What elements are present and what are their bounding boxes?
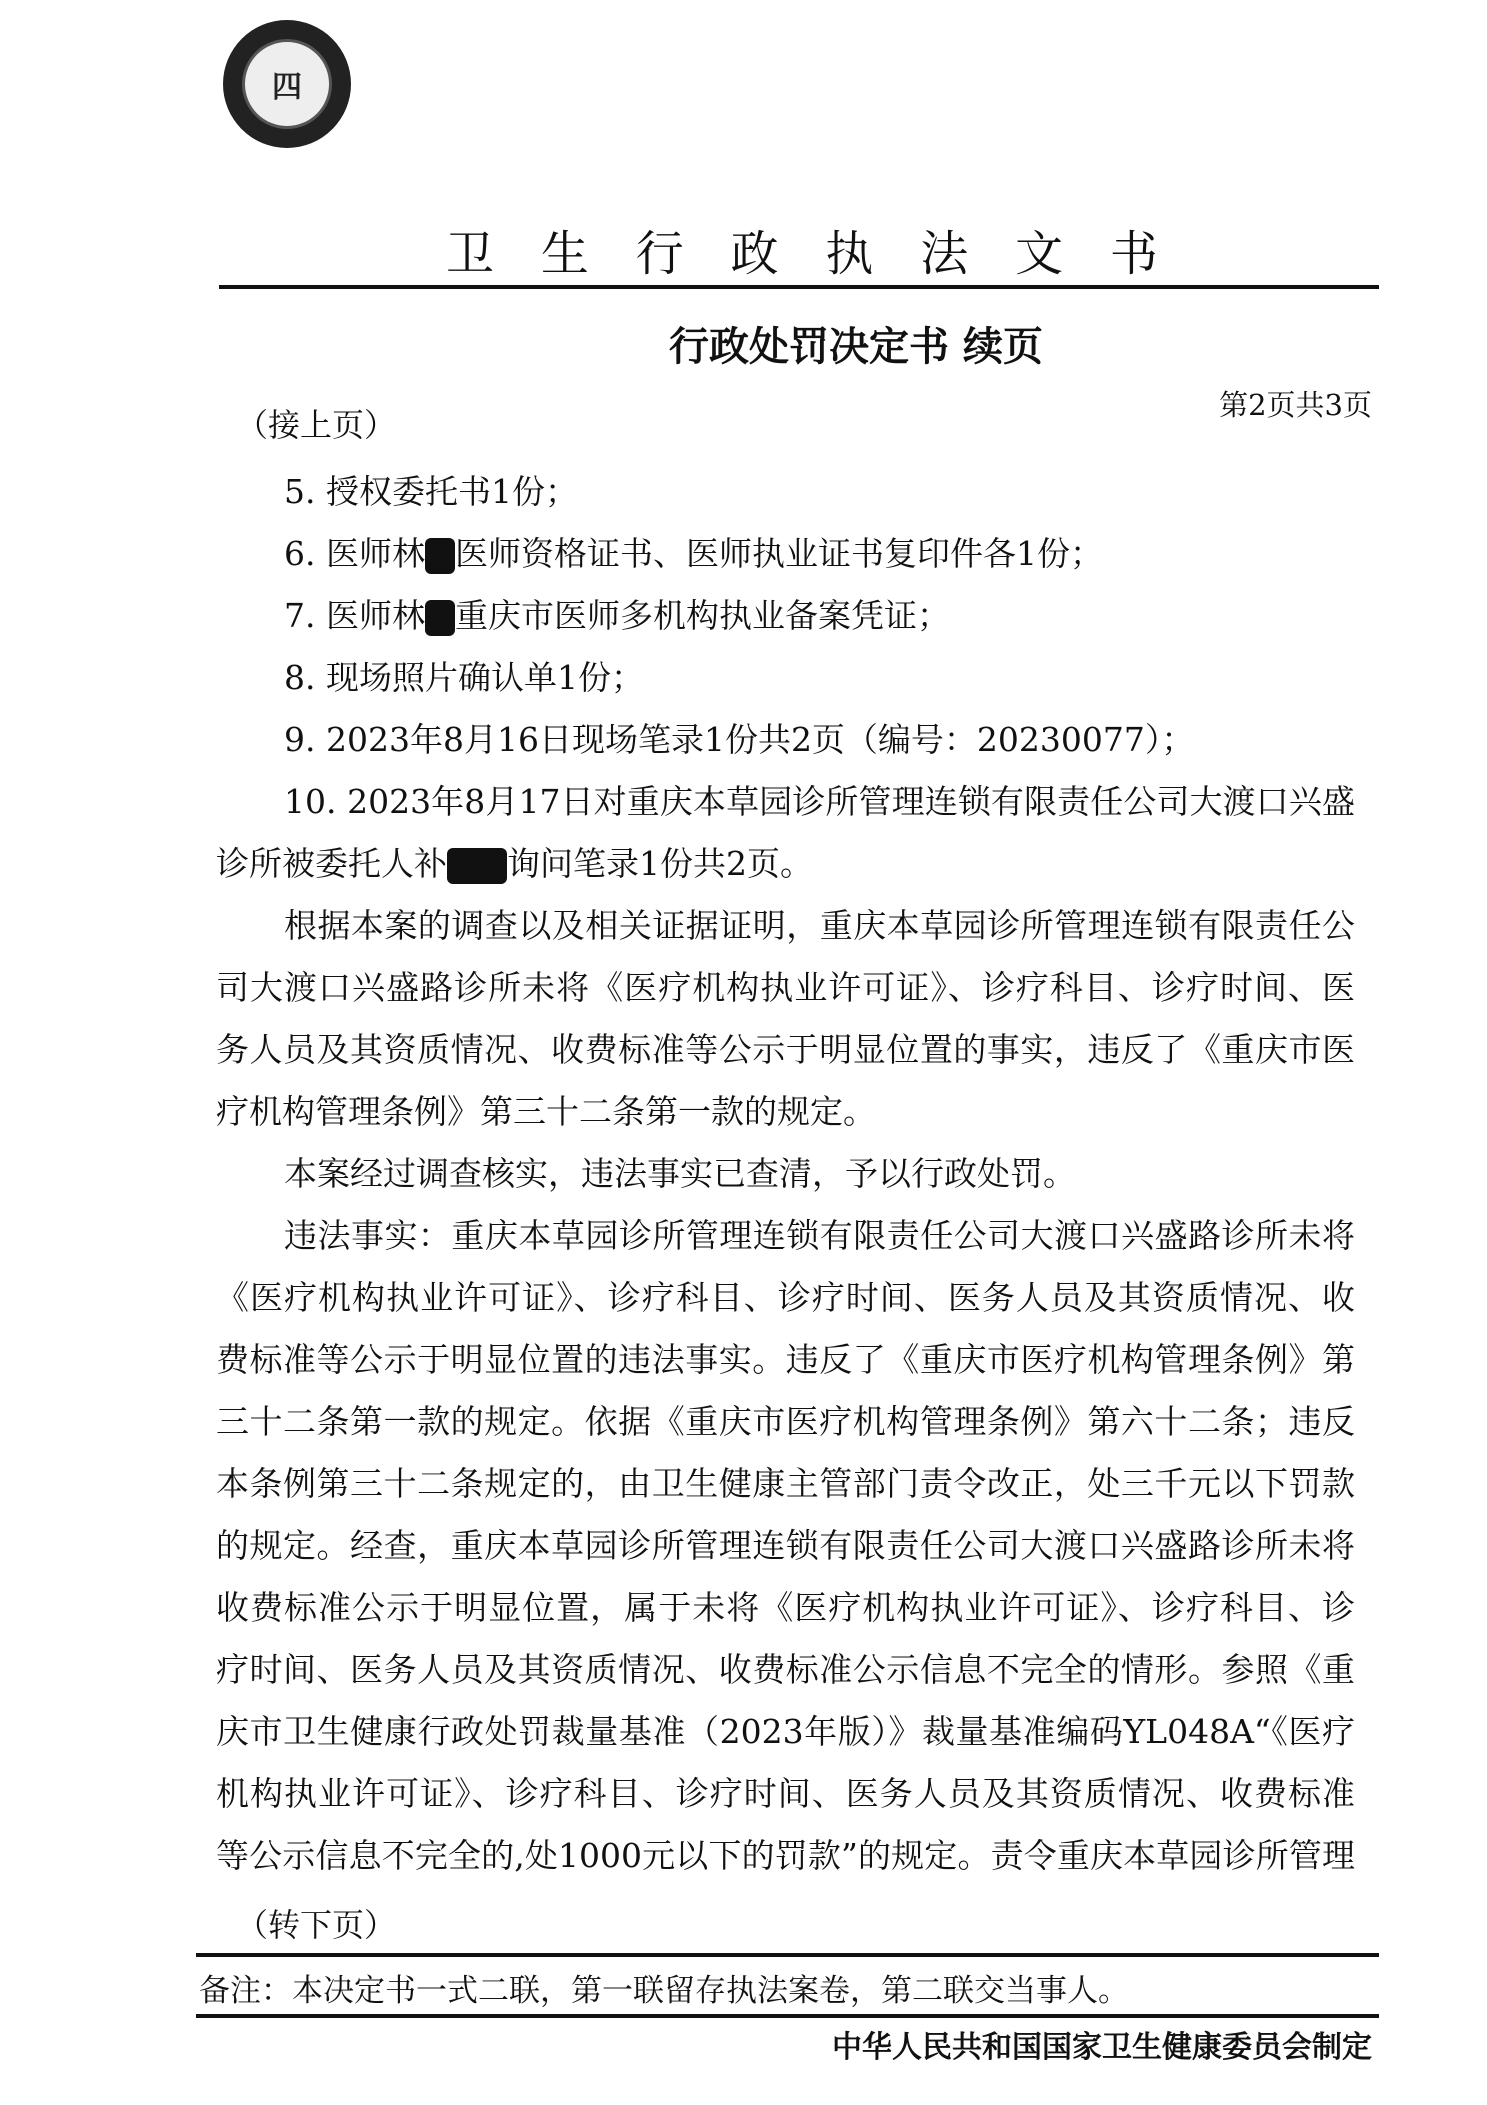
body-line (216, 1650, 1355, 1690)
line-text: 根据本案的调查以及相关证据证明，重庆本草园诊所管理连锁有限责任公 (284, 906, 1355, 945)
line-text: 本条例第三十二条规定的，由卫生健康主管部门责令改正，处三千元以下罚款 (216, 1464, 1355, 1503)
line-text: 诊所被委托人补 (216, 844, 447, 883)
redacted-name (425, 600, 455, 636)
title-char: 政 (730, 226, 779, 282)
body-line (216, 1836, 1355, 1876)
continued-to-label: （转下页） (236, 1906, 397, 1944)
line-text: 的规定。经查，重庆本草园诊所管理连锁有限责任公司大渡口兴盛路诊所未将 (216, 1526, 1355, 1565)
line-text: 《医疗机构执业许可证》、诊疗科目、诊疗时间、医务人员及其资质情况、收 (216, 1278, 1355, 1317)
line-text: 费标准等公示于明显位置的违法事实。违反了《重庆市医疗机构管理条例》第 (216, 1340, 1355, 1379)
line-text: 医师资格证书、医师执业证书复印件各1份； (454, 534, 1103, 573)
line-text: 疗时间、医务人员及其资质情况、收费标准公示信息不完全的情形。参照《重 (216, 1650, 1355, 1689)
official-emblem-seal (223, 20, 351, 148)
line-text: 违法事实：重庆本草园诊所管理连锁有限责任公司大渡口兴盛路诊所未将 (284, 1216, 1355, 1255)
body-line (284, 658, 644, 698)
body-line (284, 1216, 1355, 1256)
line-text: 10. 2023年8月17日对重庆本草园诊所管理连锁有限责任公司大渡口兴盛 (284, 782, 1355, 821)
title-char: 卫 (446, 226, 495, 282)
body-line (284, 1154, 1076, 1194)
line-text: 等公示信息不完全的,处1000元以下的罚款”的规定。责令重庆本草园诊所管理 (216, 1836, 1355, 1875)
line-text: 庆市卫生健康行政处罚裁量基准（2023年版）》裁量基准编码YL048A“《医疗 (216, 1712, 1355, 1751)
body-line (216, 1712, 1355, 1752)
body-line (216, 1526, 1355, 1566)
body-line (284, 596, 950, 636)
body-line (216, 844, 813, 884)
issuer-footer: 中华人民共和国国家卫生健康委员会制定 (832, 2030, 1372, 2065)
line-text: 三十二条第一款的规定。依据《重庆市医疗机构管理条例》第六十二条；违反 (216, 1402, 1355, 1441)
note-bottom-divider (196, 2014, 1379, 2018)
redacted-name (425, 538, 455, 574)
body-line (284, 472, 578, 512)
remarks-note: 备注：本决定书一式二联，第一联留存执法案卷，第二联交当事人。 (199, 1973, 1129, 2009)
line-text: 5. 授权委托书1份； (284, 472, 578, 511)
emblem-center: 四 (242, 39, 332, 129)
body-line (216, 1030, 1355, 1070)
title-char: 生 (540, 226, 589, 282)
body-line (284, 720, 1194, 760)
line-text: 询问笔录1份共2页。 (507, 844, 813, 883)
body-line (216, 968, 1355, 1008)
body-line (216, 1588, 1355, 1628)
line-text: 疗机构管理条例》第三十二条第一款的规定。 (216, 1092, 876, 1131)
line-text: 9. 2023年8月16日现场笔录1份共2页（编号：20230077）； (284, 720, 1195, 759)
line-text: 8. 现场照片确认单1份； (284, 658, 644, 697)
document-title (446, 215, 1158, 284)
body-line (284, 906, 1355, 946)
continued-from-label: （接上页） (236, 406, 397, 444)
line-text: 收费标准公示于明显位置，属于未将《医疗机构执业许可证》、诊疗科目、诊 (216, 1588, 1355, 1627)
line-text: 司大渡口兴盛路诊所未将《医疗机构执业许可证》、诊疗科目、诊疗时间、医 (216, 968, 1355, 1007)
line-text: 6. 医师林 (284, 534, 425, 573)
body-line (216, 1092, 876, 1132)
body-line (216, 1402, 1355, 1442)
line-text: 本案经过调查核实，违法事实已查清，予以行政处罚。 (284, 1154, 1076, 1193)
title-char: 执 (825, 226, 874, 282)
body-line (216, 1278, 1355, 1318)
body-line (284, 782, 1355, 822)
redacted-name (447, 848, 507, 884)
title-char: 文 (1015, 226, 1064, 282)
line-text: 务人员及其资质情况、收费标准等公示于明显位置的事实，违反了《重庆市医 (216, 1030, 1355, 1069)
title-char: 行 (635, 226, 684, 282)
document-subtitle: 行政处罚决定书 续页 (669, 324, 1043, 370)
body-line (284, 534, 1103, 574)
line-text: 7. 医师林 (284, 596, 425, 635)
body-line (216, 1340, 1355, 1380)
title-char: 法 (920, 226, 969, 282)
note-top-divider (196, 1953, 1379, 1957)
title-char: 书 (1109, 226, 1158, 282)
title-divider (219, 285, 1379, 289)
body-line (216, 1464, 1355, 1504)
line-text: 重庆市医师多机构执业备案凭证； (454, 596, 950, 635)
page-number: 第2页共3页 (1219, 388, 1372, 422)
line-text: 机构执业许可证》、诊疗科目、诊疗时间、医务人员及其资质情况、收费标准 (216, 1774, 1355, 1813)
body-line (216, 1774, 1355, 1814)
